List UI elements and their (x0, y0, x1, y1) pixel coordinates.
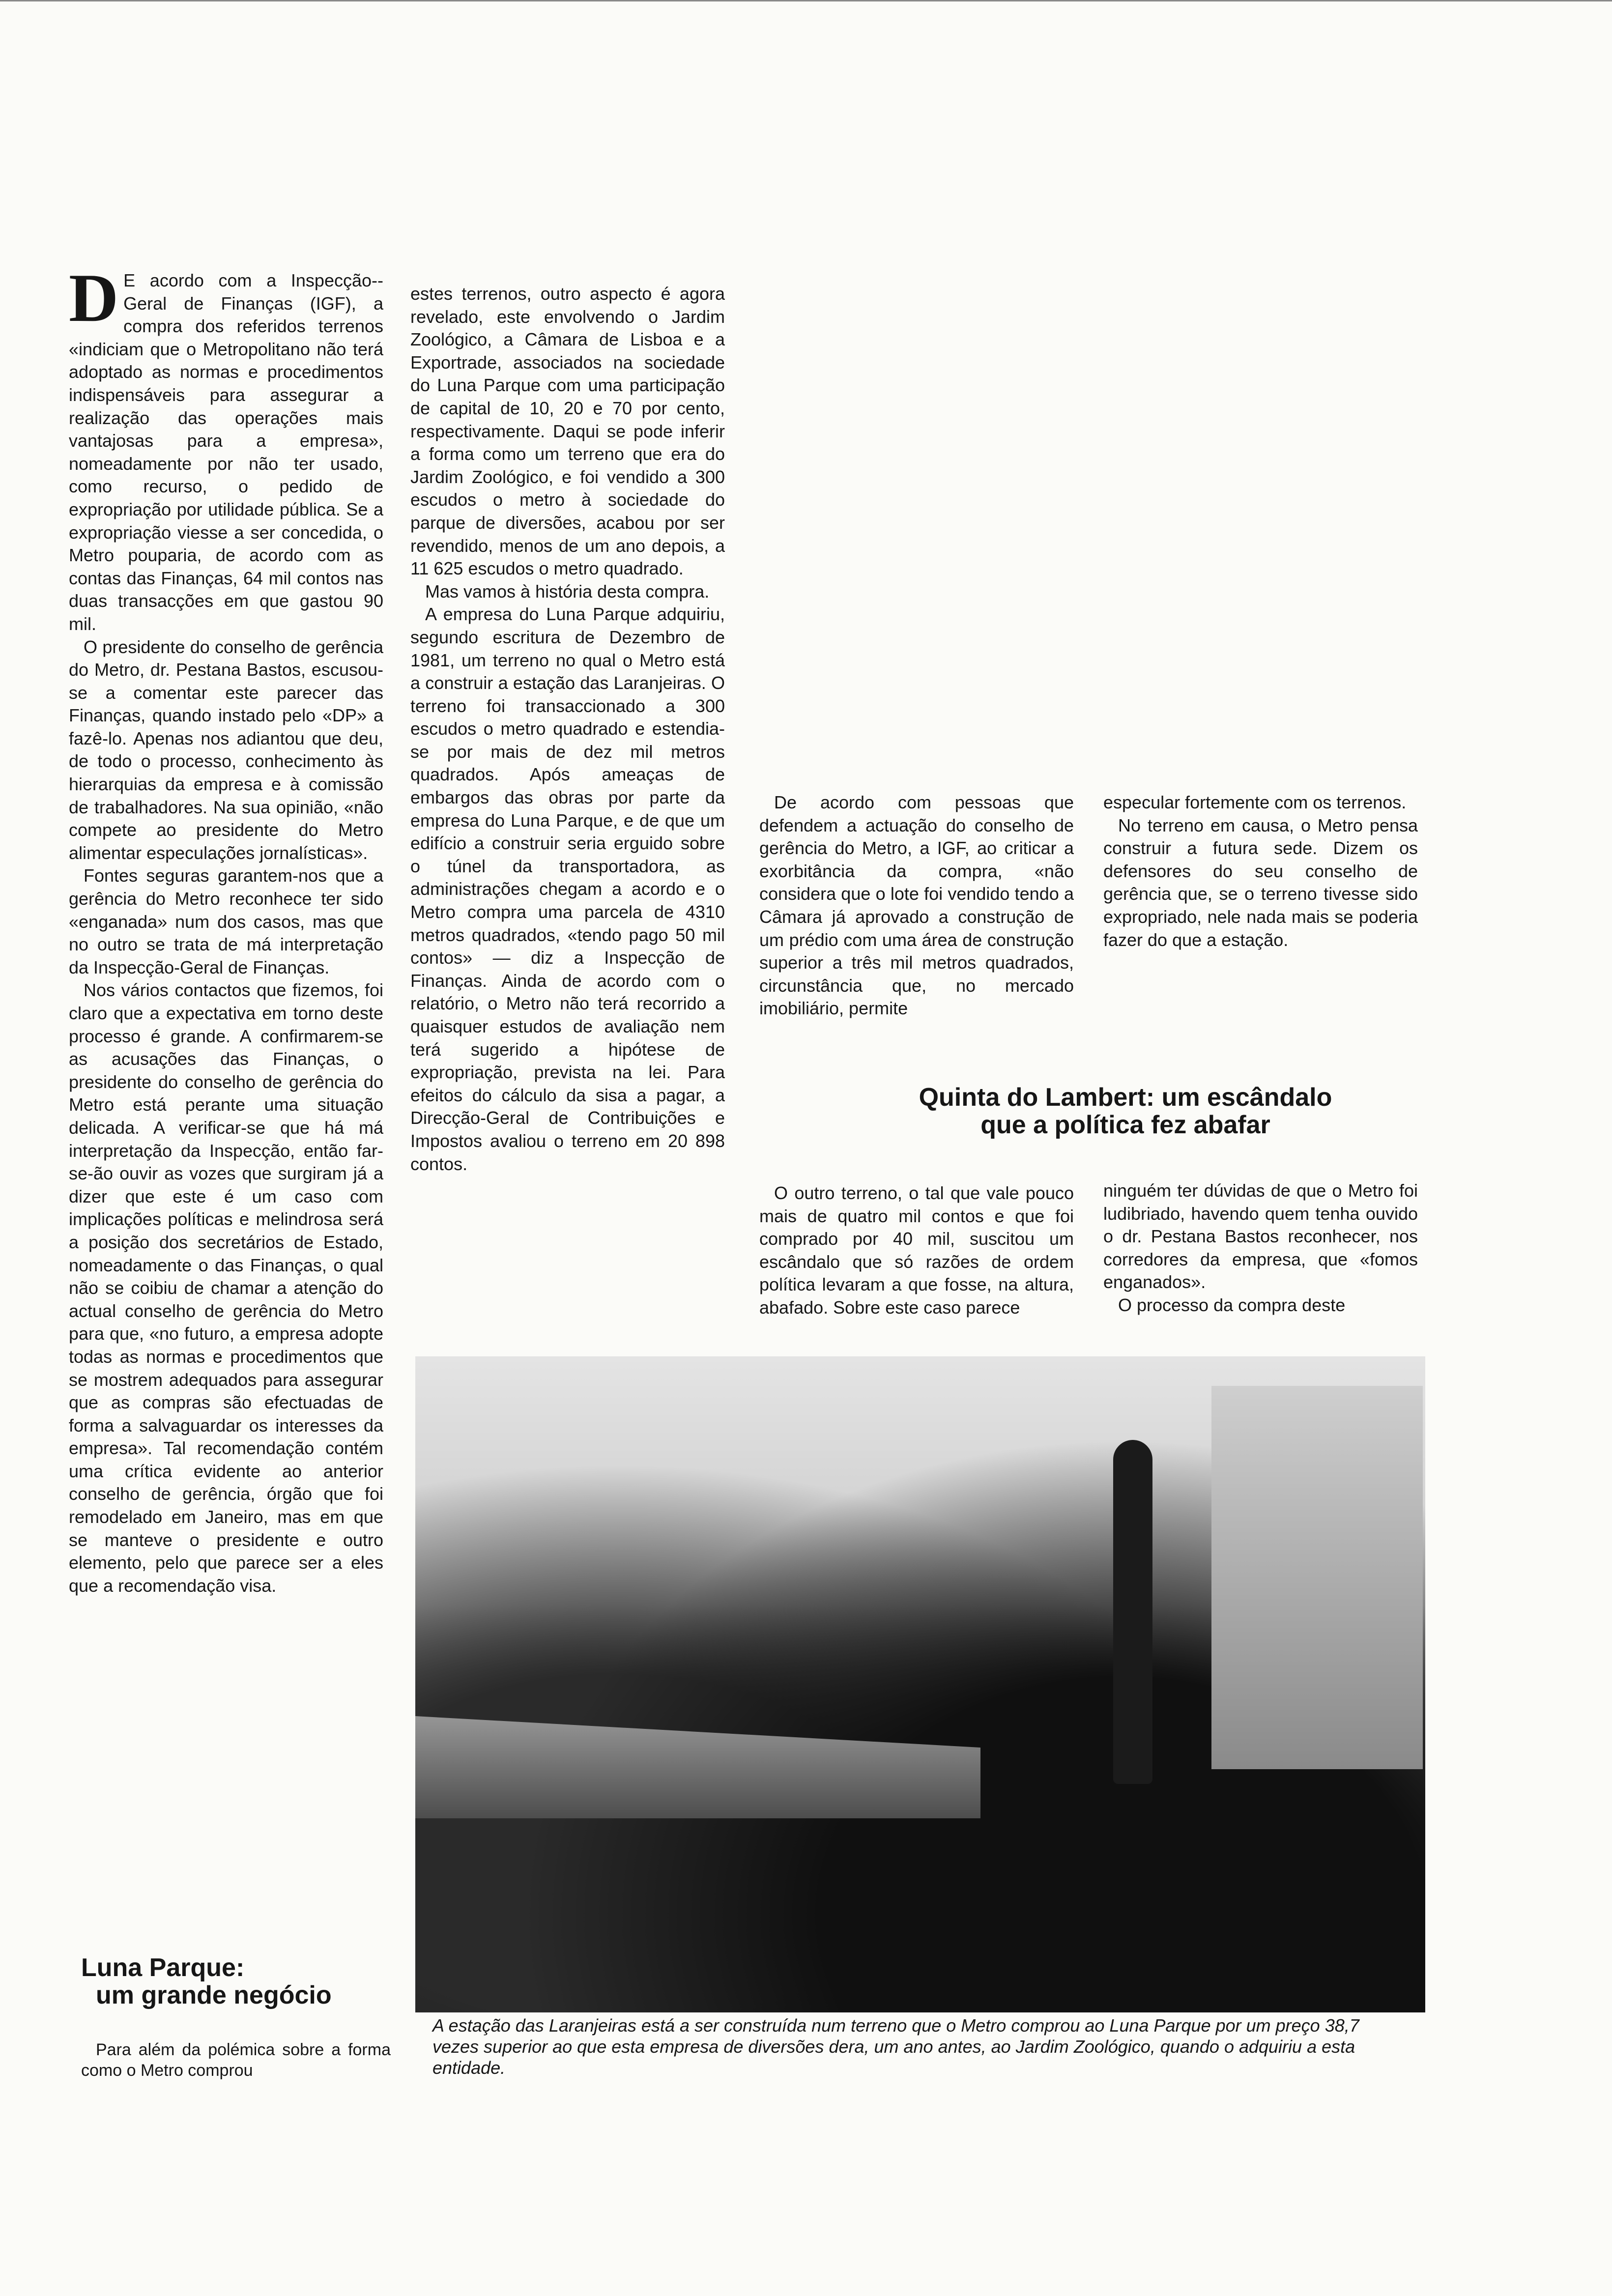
paragraph: Mas vamos à história desta compra. (425, 581, 710, 602)
subhead-line: um grande negócio (96, 1981, 332, 2009)
paragraph: Fontes seguras garantem-nos que a gerência do Metro reconhece ter sido «enganada» num dos casos, mas que no outro se trata de má interpretação da Inspecção-Geral de Finanças. (69, 865, 383, 977)
article-column-2 (410, 283, 725, 1176)
lead-paragraph (69, 260, 383, 636)
headline-line: que a política fez abafar (980, 1111, 1270, 1139)
article-column-4-bottom (1103, 1179, 1418, 1317)
paragraph: No terreno em causa, o Metro pensa construir a futura sede. Dizem os defensores do seu conselho de gerência que, se o terreno tivesse sido expropriado, nele nada mais se poderia fazer do que a estação. (1103, 815, 1418, 950)
lead-text: E acordo com a Inspecção--Geral de Finanças (IGF), a compra dos referidos terrenos «indiciam que o Metropolitano não terá adoptado as normas e procedimentos indispensáveis para assegurar a realização das operações mais vantajosas para a empresa», nomeadamente por não ter usado, como recurso, o pedido de expropriação por utilidade pública. Se a expropriação viesse a ser concedida, o Metro pouparia, de acordo com as contas das Finanças, 64 mil contos nas duas transacções em que gastou 90 mil. (69, 270, 383, 634)
paragraph: O processo da compra deste (1118, 1294, 1346, 1315)
drop-cap: D (69, 260, 119, 336)
article-column-3-top (759, 791, 1074, 1020)
article-column-4-top (1103, 791, 1418, 951)
paragraph: De acordo com pessoas que defendem a actuação do conselho de gerência do Metro, a IGF, ao criticar a exorbitância da compra, «não considera que o lote foi vendido tendo a Câmara já aprovado a construção de um prédio com uma área de construção superior a três mil metros quadrados, circunstância que, no mercado imobiliário, permite (759, 792, 1074, 1019)
photo-construction-site (415, 1661, 980, 1818)
paragraph: especular fortemente com os terrenos. (1103, 792, 1407, 812)
paragraph: A empresa do Luna Parque adquiriu, segundo escritura de Dezembro de 1981, um terreno no qual o Metro está a construir a estação das Laranjeiras. O terreno foi transaccionado a 300 escudos o metro quadrado e estendia-se por mais de dez mil metros quadrados. Após ameaças de embargos das obras por parte da empresa do Luna Parque, e de que um edifício a construir seria erguido sobre o túnel da transportadora, as administrações chegam a acordo e o Metro compra uma parcela de 4310 metros quadrados, «tendo pago 50 mil contos» — diz a Inspecção de Finanças. Ainda de acordo com o relatório, o Metro não terá recorrido a quaisquer estudos de avaliação nem terá sugerido a hipótese de expropriação, prevista na lei. Para efeitos do cálculo da sisa a pagar, a Direcção-Geral de Contribuições e Impostos avaliou o terreno em 20 898 contos. (410, 604, 725, 1174)
paragraph: O presidente do conselho de gerência do Metro, dr. Pestana Bastos, escusou-se a comentar este parecer das Finanças, quando instado pelo «DP» a fazê-lo. Apenas nos adiantou que deu, de todo o processo, conhecimento às hierarquias da empresa e à comissão de trabalhadores. Na sua opinião, «não compete ao presidente do Metro alimentar especulações jornalísticas». (69, 636, 383, 863)
headline-line: Quinta do Lambert: um escândalo (919, 1083, 1332, 1112)
subhead-luna-parque (81, 1954, 386, 2009)
page-edge-line (0, 0, 1612, 1)
paragraph: O outro terreno, o tal que vale pouco mais de quatro mil contos e que foi comprado por 40 mil, suscitou um escândalo que só razões de ordem política levaram a que fosse, na altura, abafado. Sobre este caso parece (759, 1183, 1074, 1318)
headline-quinta-do-lambert (855, 1084, 1396, 1139)
photo-estacao-laranjeiras (415, 1356, 1425, 2012)
article-column-3-bottom (759, 1182, 1074, 1320)
article-column-1-tail (81, 2039, 391, 2081)
paragraph: Para além da polémica sobre a forma como o Metro comprou (81, 2040, 391, 2080)
photo-caption: A estação das Laranjeiras está a ser construída num terreno que o Metro comprou ao Luna Parque por um preço 38,7 vezes superior ao que esta empresa de diversões dera, um ano antes, ao Jardim Zoológico, quando o adquiriu a esta entidade. (432, 2015, 1359, 2078)
photo-cypress-tree (1113, 1440, 1152, 1784)
subhead-line: Luna Parque: (81, 1953, 245, 1982)
paragraph: ninguém ter dúvidas de que o Metro foi ludibriado, havendo quem tenha ouvido o dr. Pestana Bastos reconhecer, nos corredores da empresa, que «fomos enganados». (1103, 1180, 1418, 1292)
paragraph: Nos vários contactos que fizemos, foi claro que a expectativa em torno deste processo é grande. A confirmarem-se as acusações das Finanças, o presidente do conselho de gerência do Metro está perante uma situação delicada. A verificar-se que há má interpretação da Inspecção, então far-se-ão ouvir as vozes que surgiram já a dizer que este é um caso com implicações políticas e melindrosa será a posição dos secretários de Estado, nomeadamente o das Finanças, o qual não se coibiu de chamar a atenção do actual conselho de gerência do Metro para que, «no futuro, a empresa adopte todas as normas e procedimentos que se mostrem adequados para assegurar que as compras são efectuadas de forma a salvaguardar os interesses da empresa». Tal recomendação contém uma crítica evidente ao anterior conselho de gerência, órgão que foi remodelado em Janeiro, mas em que se manteve o presidente e outro elemento, pelo que parece ser a eles que a recomendação visa. (69, 980, 383, 1596)
article-column-1 (69, 260, 383, 1597)
photo-building (1211, 1386, 1423, 1769)
paragraph: estes terrenos, outro aspecto é agora revelado, este envolvendo o Jardim Zoológico, a Câmara de Lisboa e a Exportrade, associados na sociedade do Luna Parque com uma participação de capital de 10, 20 e 70 por cento, respectivamente. Daqui se pode inferir a forma como um terreno que era do Jardim Zoológico, e foi vendido a 300 escudos o metro à sociedade do parque de diversões, acabou por ser revendido, menos de um ano depois, a 11 625 escudos o metro quadrado. (410, 284, 725, 579)
